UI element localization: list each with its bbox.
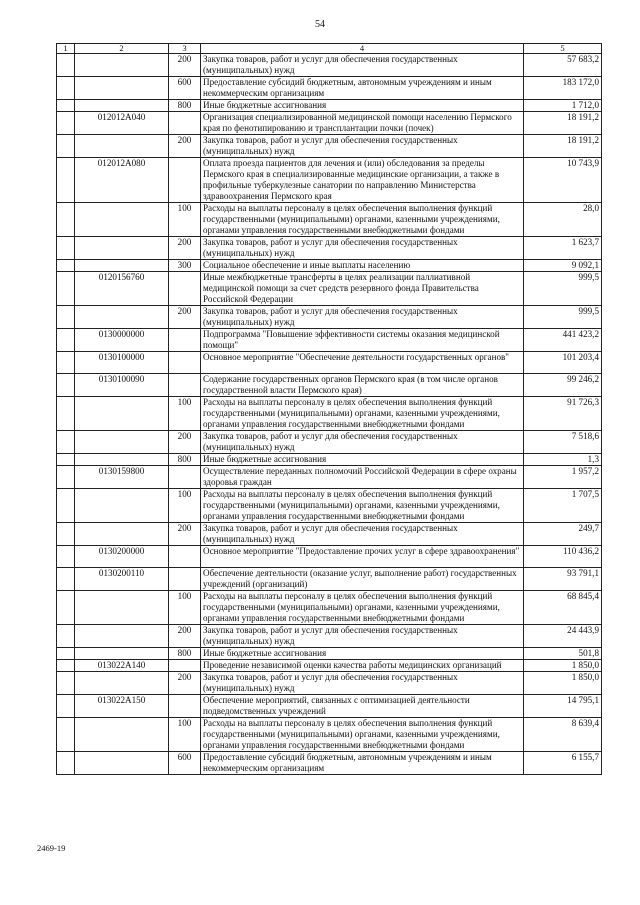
blank-cell [57,591,75,625]
blank-cell [57,237,75,260]
blank-cell [57,374,75,397]
blank-cell [57,77,75,100]
header-cell: 5 [524,44,602,54]
expense-type-cell [169,158,201,203]
sum-cell: 10 743,9 [524,158,602,203]
expense-type-cell [169,352,201,374]
sum-cell: 24 443,9 [524,625,602,648]
blank-cell [57,466,75,489]
name-cell: Расходы на выплаты персоналу в целях обеспечения выполнения функций государственными (муниципальными) органами, казенными учреждениями, органами управления государственными внебюджетными фондами [201,397,524,431]
blank-cell [57,625,75,648]
code-cell [75,625,169,648]
expense-type-cell: 200 [169,431,201,454]
sum-cell: 183 172,0 [524,77,602,100]
blank-cell [57,648,75,660]
name-cell: Закупка товаров, работ и услуг для обеспечения государственных (муниципальных) нужд [201,237,524,260]
blank-cell [57,454,75,466]
name-cell: Проведение независимой оценки качества работы медицинских организаций [201,660,524,672]
name-cell: Расходы на выплаты персоналу в целях обеспечения выполнения функций государственными (муниципальными) органами, казенными учреждениями, органами управления государственными внебюджетными фондами [201,489,524,523]
name-cell: Расходы на выплаты персоналу в целях обеспечения выполнения функций государственными (муниципальными) органами, казенными учреждениями, органами управления государственными внебюджетными фондами [201,203,524,237]
table-row [57,77,602,100]
sum-cell: 999,5 [524,272,602,306]
code-cell: 013022А140 [75,660,169,672]
table-row [57,203,602,237]
table-body [57,44,602,775]
name-cell: Закупка товаров, работ и услуг для обеспечения государственных (муниципальных) нужд [201,523,524,546]
expense-type-cell: 200 [169,672,201,695]
code-cell [75,100,169,112]
expense-type-cell: 800 [169,100,201,112]
table-row [57,329,602,352]
expense-type-cell: 100 [169,203,201,237]
table-row [57,260,602,272]
sum-cell: 1 850,0 [524,660,602,672]
table-row [57,135,602,158]
code-cell [75,591,169,625]
sum-cell: 99 246,2 [524,374,602,397]
expense-type-cell: 100 [169,397,201,431]
table-row [57,100,602,112]
blank-cell [57,54,75,77]
name-cell: Иные межбюджетные трансферты в целях реализации паллиативной медицинской помощи за счет средств резервного фонда Правительства Российской Федерации [201,272,524,306]
sum-cell: 8 639,4 [524,718,602,752]
name-cell: Закупка товаров, работ и услуг для обеспечения государственных (муниципальных) нужд [201,135,524,158]
table-row [57,489,602,523]
name-cell: Расходы на выплаты персоналу в целях обеспечения выполнения функций государственными (муниципальными) органами, казенными учреждениями, органами управления государственными внебюджетными фондами [201,591,524,625]
table-row [57,591,602,625]
name-cell: Обеспечение мероприятий, связанных с оптимизацией деятельности подведомственных учреждений [201,695,524,718]
expense-type-cell: 100 [169,718,201,752]
name-cell: Закупка товаров, работ и услуг для обеспечения государственных (муниципальных) нужд [201,672,524,695]
table-row [57,718,602,752]
blank-cell [57,672,75,695]
header-cell: 4 [201,44,524,54]
code-cell: 012012А080 [75,158,169,203]
code-cell [75,431,169,454]
table-row [57,546,602,568]
name-cell: Содержание государственных органов Пермского края (в том числе органов государственной власти Пермского края) [201,374,524,397]
code-cell [75,648,169,660]
expense-type-cell: 300 [169,260,201,272]
code-cell [75,77,169,100]
sum-cell: 1 850,0 [524,672,602,695]
expense-type-cell: 600 [169,77,201,100]
sum-cell: 1,3 [524,454,602,466]
sum-cell: 110 436,2 [524,546,602,568]
table-row [57,374,602,397]
code-cell: 0130100090 [75,374,169,397]
name-cell: Предоставление субсидий бюджетным, автономным учреждениям и иным некоммерческим организациям [201,77,524,100]
sum-cell: 18 191,2 [524,112,602,135]
sum-cell: 7 518,6 [524,431,602,454]
table-row [57,431,602,454]
table-row [57,237,602,260]
expense-type-cell: 100 [169,489,201,523]
blank-cell [57,112,75,135]
code-cell [75,752,169,775]
blank-cell [57,718,75,752]
table-row [57,752,602,775]
table-row [57,625,602,648]
blank-cell [57,100,75,112]
code-cell [75,489,169,523]
sum-cell: 441 423,2 [524,329,602,352]
expense-type-cell: 800 [169,454,201,466]
page-number: 54 [315,19,325,30]
code-cell [75,203,169,237]
table-row [57,466,602,489]
sum-cell: 1 623,7 [524,237,602,260]
expense-type-cell: 200 [169,237,201,260]
blank-cell [57,260,75,272]
document-id: 2469-19 [37,843,66,853]
expense-type-cell [169,568,201,591]
table-row [57,54,602,77]
code-cell [75,237,169,260]
blank-cell [57,568,75,591]
name-cell: Иные бюджетные ассигнования [201,648,524,660]
code-cell [75,306,169,329]
table-header-row [57,44,602,54]
header-cell: 3 [169,44,201,54]
name-cell: Обеспечение деятельности (оказание услуг, выполнение работ) государственных учреждений (организаций) [201,568,524,591]
blank-cell [57,203,75,237]
expense-type-cell: 800 [169,648,201,660]
table-row [57,454,602,466]
name-cell: Основное мероприятие "Обеспечение деятельности государственных органов" [201,352,524,374]
name-cell: Подпрограмма "Повышение эффективности системы оказания медицинской помощи" [201,329,524,352]
expense-type-cell [169,466,201,489]
name-cell: Иные бюджетные ассигнования [201,454,524,466]
blank-cell [57,489,75,523]
sum-cell: 68 845,4 [524,591,602,625]
blank-cell [57,523,75,546]
code-cell: 0130200000 [75,546,169,568]
blank-cell [57,272,75,306]
expense-type-cell: 200 [169,306,201,329]
name-cell: Закупка товаров, работ и услуг для обеспечения государственных (муниципальных) нужд [201,431,524,454]
code-cell [75,260,169,272]
sum-cell: 28,0 [524,203,602,237]
sum-cell: 18 191,2 [524,135,602,158]
code-cell [75,523,169,546]
expense-type-cell [169,329,201,352]
name-cell: Иные бюджетные ассигнования [201,100,524,112]
table-row [57,397,602,431]
expense-type-cell [169,546,201,568]
code-cell [75,672,169,695]
expense-type-cell: 600 [169,752,201,775]
table-row [57,306,602,329]
sum-cell: 9 092,1 [524,260,602,272]
name-cell: Осуществление переданных полномочий Российской Федерации в сфере охраны здоровья граждан [201,466,524,489]
blank-cell [57,352,75,374]
sum-cell: 1 957,2 [524,466,602,489]
sum-cell: 91 726,3 [524,397,602,431]
code-cell: 0130100000 [75,352,169,374]
code-cell [75,397,169,431]
blank-cell [57,660,75,672]
blank-cell [57,397,75,431]
expense-type-cell: 200 [169,54,201,77]
sum-cell: 999,5 [524,306,602,329]
code-cell: 013022А150 [75,695,169,718]
name-cell: Закупка товаров, работ и услуг для обеспечения государственных (муниципальных) нужд [201,306,524,329]
code-cell: 012012А040 [75,112,169,135]
expense-type-cell [169,660,201,672]
name-cell: Предоставление субсидий бюджетным, автономным учреждениям и иным некоммерческим организациям [201,752,524,775]
table-row [57,523,602,546]
sum-cell: 6 155,7 [524,752,602,775]
table-row [57,112,602,135]
table-row [57,272,602,306]
code-cell: 0130200110 [75,568,169,591]
table-row [57,568,602,591]
table-row [57,695,602,718]
table-row [57,648,602,660]
name-cell: Основное мероприятие "Предоставление прочих услуг в сфере здравоохранения" [201,546,524,568]
sum-cell: 57 683,2 [524,54,602,77]
code-cell [75,454,169,466]
expense-type-cell [169,695,201,718]
blank-cell [57,158,75,203]
expense-type-cell [169,374,201,397]
expense-type-cell [169,112,201,135]
table-row [57,158,602,203]
table-row [57,672,602,695]
code-cell: 0120156760 [75,272,169,306]
code-cell [75,135,169,158]
budget-table [56,43,602,775]
table-row [57,660,602,672]
expense-type-cell: 100 [169,591,201,625]
code-cell: 0130000000 [75,329,169,352]
header-cell: 2 [75,44,169,54]
code-cell: 0130159800 [75,466,169,489]
sum-cell: 1 707,5 [524,489,602,523]
blank-cell [57,431,75,454]
name-cell: Организация специализированной медицинской помощи населению Пермского края по фенотипированию и трансплантации почки (почек) [201,112,524,135]
blank-cell [57,135,75,158]
expense-type-cell: 200 [169,625,201,648]
blank-cell [57,546,75,568]
expense-type-cell: 200 [169,135,201,158]
sum-cell: 93 791,1 [524,568,602,591]
name-cell: Расходы на выплаты персоналу в целях обеспечения выполнения функций государственными (муниципальными) органами, казенными учреждениями, органами управления государственными внебюджетными фондами [201,718,524,752]
header-cell: 1 [57,44,75,54]
blank-cell [57,306,75,329]
name-cell: Оплата проезда пациентов для лечения и (или) обследования за пределы Пермского края в специализированные медицинские организации, а также в профильные туберкулезные санатории по направлению Министерства здравоохранения Пермского края [201,158,524,203]
blank-cell [57,695,75,718]
code-cell [75,54,169,77]
sum-cell: 101 203,4 [524,352,602,374]
blank-cell [57,752,75,775]
sum-cell: 1 712,0 [524,100,602,112]
sum-cell: 249,7 [524,523,602,546]
code-cell [75,718,169,752]
name-cell: Социальное обеспечение и иные выплаты населению [201,260,524,272]
table-row [57,352,602,374]
expense-type-cell: 200 [169,523,201,546]
name-cell: Закупка товаров, работ и услуг для обеспечения государственных (муниципальных) нужд [201,625,524,648]
name-cell: Закупка товаров, работ и услуг для обеспечения государственных (муниципальных) нужд [201,54,524,77]
sum-cell: 501,8 [524,648,602,660]
sum-cell: 14 795,1 [524,695,602,718]
expense-type-cell [169,272,201,306]
blank-cell [57,329,75,352]
